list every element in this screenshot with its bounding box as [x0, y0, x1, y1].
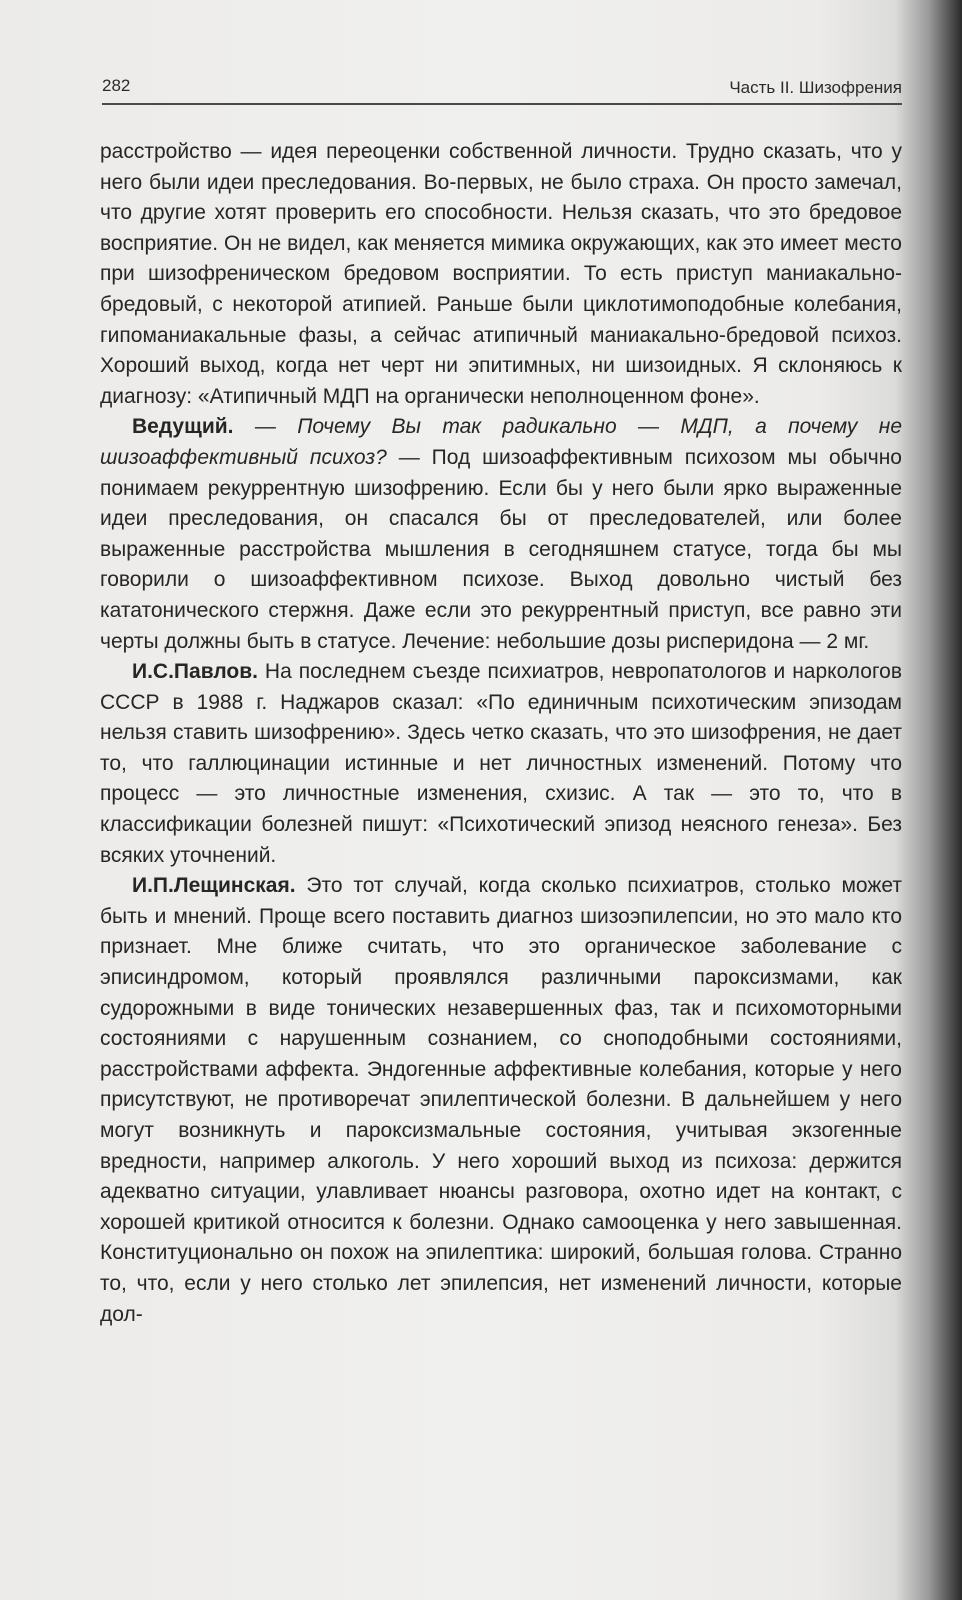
paragraph-text: Это тот случай, когда сколько психиатров, столько может быть и мнений. Проще всего поставить диагноз шизоэпилепсии, но это мало кто признает. Мне ближе считать, что это органическое заболевание с эписиндромом, который проявлялся различными пароксизмами, как судорожными в виде тонических незавершенных фаз, так и психомоторными состояниями с нарушенным сознанием, со сноподобными состояниями, расстройствами аффекта. Эндогенные аффективные колебания, которые у него присутствуют, не противоречат эпилептической болезни. В дальнейшем у него могут возникнуть и пароксизмальные состояния, учитывая экзогенные вредности, например алкоголь. У него хороший выход из психоза: держится адекватно ситуации, улавливает нюансы разговора, охотно идет на контакт, с хорошей критикой относится к болезни. Однако самооценка у него завышенная. Конституционально он похож на эпилептика: широкий, большая голова. Странно то, что, если у него столько лет эпилепсия, нет изменений личности, которые дол- — [100, 874, 902, 1326]
page-header — [102, 76, 910, 104]
paragraph-text: На последнем съезде психиатров, невропатологов и наркологов СССР в 1988 г. Наджаров сказал: «По единичным психотическим эпизодам нельзя ставить шизофрению». Здесь четко сказать, что это шизофрения, не дает то, что галлюцинации истинные и нет личностных изменений. Потому что процесс — это личностные изменения, схизис. А так — это то, что в классификации болезней пишут: «Психотический эпизод неясного генеза». Без всяких уточнений. — [100, 660, 902, 867]
paragraph-text: Под шизоаффективным психозом мы обычно понимаем рекуррентную шизофрению. Если бы у него были ярко выраженные идеи преследования, он спасался бы от преследователей, или более выраженные расстройства мышления в сегодняшнем статусе, тогда бы мы говорили о шизоаффективном психозе. Выход довольно чистый без кататонического стержня. Даже если это рекуррентный приступ, все равно эти черты должны быть в статусе. Лечение: небольшие дозы рисперидона — 2 мг. — [100, 445, 902, 653]
body-text — [100, 137, 902, 1330]
paragraph — [100, 137, 902, 412]
paragraph-text: расстройство — идея переоценки собственной личности. Трудно сказать, что у него были идеи преследования. Во-первых, не было страха. Он просто замечал, что другие хотят проверить его способности. Нельзя сказать, что это бредовое восприятие. Он не видел, как меняется мимика окружающих, как это имеет место при шизофреническом бредовом восприятии. То есть приступ маниакально-бредовый, с некоторой атипией. Раньше были циклотимоподобные колебания, гипоманиакальные фазы, а сейчас атипичный маниакально-бредовой психоз. Хороший выход, когда нет черт ни эпитимных, ни шизоидных. Я склоняюсь к диагнозу: «Атипичный МДП на органически неполноценном фоне». — [100, 140, 902, 408]
question-text: Почему Вы так радикально — МДП, а почему не шизоаффективный психоз? — [100, 415, 902, 469]
speaker-name: Ведущий. — [132, 415, 234, 439]
header-rule — [102, 103, 902, 105]
paragraph — [100, 657, 902, 871]
paragraph — [100, 871, 902, 1330]
paragraph: Ведущий. — Почему Вы так радикально — МДП, а почему не шизоаффективный психоз? — Под шизоаффективным психозом мы обычно понимаем рекуррентную шизофрению. Если бы у него были ярко выраженные идеи преследования, он спасался бы от преследователей, или более выраженные расстройства мышления в сегодняшнем статусе, тогда бы мы говорили о шизоаффективном психозе. Выход довольно чистый без кататонического стержня. Даже если это рекуррентный приступ, все равно эти черты должны быть в статусе. Лечение: небольшие дозы рисперидона — 2 мг. — [100, 415, 902, 653]
page-number: 282 — [102, 76, 131, 95]
speaker-name: И.П.Лещинская. — [132, 874, 296, 898]
speaker-name: И.С.Павлов. — [132, 660, 258, 684]
running-head: Часть II. Шизофрения — [729, 78, 902, 97]
